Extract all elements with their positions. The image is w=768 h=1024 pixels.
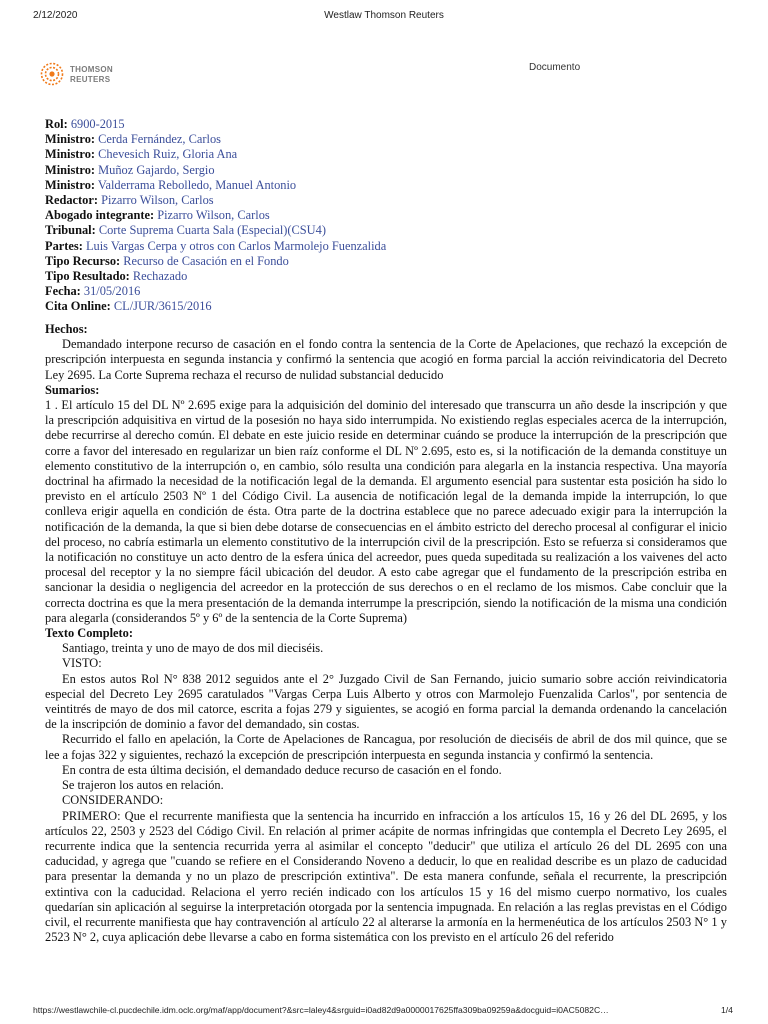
meta-row-fecha bbox=[45, 284, 735, 299]
meta-row-redactor bbox=[45, 193, 735, 208]
print-title: Westlaw Thomson Reuters bbox=[324, 10, 444, 21]
meta-label: Tipo Recurso: bbox=[45, 253, 121, 268]
meta-label: Tipo Resultado: bbox=[45, 269, 130, 284]
thomson-reuters-logo bbox=[40, 62, 130, 90]
meta-label: Ministro: bbox=[45, 147, 96, 162]
meta-row-tipo-resultado bbox=[45, 269, 735, 284]
print-date: 2/12/2020 bbox=[33, 10, 78, 21]
meta-label: Tribunal: bbox=[45, 223, 96, 238]
meta-value-link[interactable]: Valderrama Rebolledo, Manuel Antonio bbox=[97, 177, 297, 192]
body-paragraph: Se trajeron los autos en relación. bbox=[62, 778, 224, 793]
meta-label: Ministro: bbox=[45, 132, 96, 147]
body-paragraph: VISTO: bbox=[62, 656, 102, 671]
meta-value-link[interactable]: Muñoz Gajardo, Sergio bbox=[98, 162, 215, 177]
body-paragraph: Santiago, treinta y uno de mayo de dos mil dieciséis. bbox=[62, 641, 324, 656]
hechos-text: Demandado interpone recurso de casación en el fondo contra la sentencia de la Corte de Apelaciones, que rechazó la excepción de prescripción interpuesta en segunda instancia y confirmó la sentencia que acogió en forma parcial la acción reivindicatoria del Decreto Ley 2695. La Corte Suprema rechaza el recurso de nulidad substancial deducido bbox=[45, 337, 727, 382]
meta-value-link[interactable]: Chevesich Ruiz, Gloria Ana bbox=[98, 147, 238, 162]
meta-row-abogado bbox=[45, 208, 735, 223]
meta-row-ministro bbox=[45, 132, 735, 147]
meta-row-tribunal bbox=[45, 223, 735, 238]
body-paragraph: PRIMERO: Que el recurrente manifiesta que la sentencia ha incurrido en infracción a los artículos 15, 16 y 26 del DL 2695, y los artículos 22, 2503 y 2523 del Código Civil. En relación al primer acápite de normas infringidas que contempla el Decreto Ley 2695, el recurrente indica que la sentencia recurrida yerra al asimilar el concepto "deducir" que utiliza el artículo 26 del DL 2695 con una caducidad, y agrega que "cuando se refiere en el Considerando Noveno a deducir, lo que en realidad describe es un plazo de caducidad para presentar la demanda y no un plazo de prescripción extintiva". De esta manera confunde, señala el recurrente, la prescripción extintiva con la caducidad. Relaciona el yerro recién indicado con los artículos 15 y 16 del mismo cuerpo normativo, los cuales quedarían sin aplicación al seguirse la interpretación otorgada por la sentencia impugnada. En relación a las reglas previstas en el Código civil, el recurrente manifiesta que hay contravención al artículo 22 al alterarse la armonía en la hermenéutica de los artículos 2503 N° 1 y 2523 N° 2, cuya aplicación debe llevarse a cabo en forma sistemática con los previsto en el artículo 26 del referido bbox=[45, 808, 727, 945]
print-footer bbox=[0, 1005, 768, 1019]
meta-label: Ministro: bbox=[45, 177, 96, 192]
meta-row-tipo-recurso bbox=[45, 254, 735, 269]
meta-value-link[interactable]: Cerda Fernández, Carlos bbox=[98, 132, 221, 147]
document-label: Documento bbox=[529, 62, 581, 73]
meta-label: Abogado integrante: bbox=[45, 208, 155, 223]
meta-label: Partes: bbox=[45, 238, 83, 253]
sumarios-text: 1 . El artículo 15 del DL Nº 2.695 exige para la adquisición del dominio del interesado que transcurra un año desde la inscripción y que la prescripción adquisitiva en virtud de la posesión no haya sido interrumpida. No existiendo reglas especiales acerca de la interrupción, debe recurrirse al derecho común. El debate en este juicio reside en determinar cuándo se produce la interrupción de la prescripción que corre a favor del interesado en regularizar un bien raíz conforme el DL Nº 2.695, esto es, si la notificación de la demanda constituye un elemento constitutivo de la interrupción o, en cambio, sólo resulta una condición para alegarla en la instancia respectiva. Una mayoría doctrinal ha afirmado la necesidad de la notificación legal de la demanda. El argumento esencial para sustentar esta posición ha sido lo previsto en el artículo 2503 Nº 1 del Código Civil. La ausencia de notificación legal de la demanda impide la interrupción, lo que conlleva erigir aquella en condición de ésta. Otra parte de la doctrina establece que no parece adecuado exigir para la interrupción la notificación de la demanda, la que si bien debe dotarse de consecuencias en el ámbito estricto del derecho procesal al configurar el inicio del proceso, no cabría estimarla un elemento constitutivo de la interrupción civil de la prescripción. Esto se refuerza si consideramos que la notificación no constituye un acto dentro de la esfera única del acreedor, pues queda supeditada su realización a los vaivenes del acto procesal del receptor y la no siempre fácil ubicación del deudor. A esto cabe agregar que el fundamento de la prescripción estriba en sancionar la desidia o negligencia del acreedor en la protección de sus derechos o en el reclamo de los mismos. Cabe concluir que la correcta doctrina es que la mera presentación de la demanda interrumpe la prescripción, siendo la notificación de la misma una condición para alegarla (considerandos 5º y 6º de la sentencia de la Corte Suprema) bbox=[45, 398, 727, 625]
meta-value-link[interactable]: Pizarro Wilson, Carlos bbox=[101, 193, 214, 208]
meta-value-link[interactable]: Rechazado bbox=[132, 269, 188, 284]
hechos-heading: Hechos: bbox=[45, 322, 88, 336]
meta-label: Fecha: bbox=[45, 284, 81, 299]
meta-value-link[interactable]: 6900-2015 bbox=[70, 117, 125, 131]
logo-line2: REUTERS bbox=[70, 75, 111, 84]
meta-value-link[interactable]: 31/05/2016 bbox=[83, 284, 141, 299]
meta-row-ministro bbox=[45, 163, 735, 178]
meta-value-link[interactable]: Corte Suprema Cuarta Sala (Especial)(CSU4) bbox=[98, 223, 326, 238]
meta-label: Cita Online: bbox=[45, 299, 111, 314]
thomson-reuters-logo-icon bbox=[40, 62, 64, 86]
page-number: 1/4 bbox=[721, 1005, 733, 1015]
body-paragraph: En contra de esta última decisión, el demandado deduce recurso de casación en el fondo. bbox=[62, 762, 502, 777]
meta-label: Redactor: bbox=[45, 193, 98, 208]
meta-value-link[interactable]: CL/JUR/3615/2016 bbox=[113, 299, 212, 314]
body-paragraph: En estos autos Rol N° 838 2012 seguidos ante el 2° Juzgado Civil de San Fernando, juicio sumario sobre acción reivindicatoria especial del Decreto Ley 2695 caratulados "Vargas Cerpa Luis Alberto y otros con Marmolejo Fuenzalida Carlos", por sentencia de veintitrés de mayo de dos mil catorce, escrita a fojas 279 y siguientes, se acogió en forma parcial la demanda ordenando la cancelación de la inscripción de dominio a favor del demandado, sin costas. bbox=[45, 671, 727, 732]
body-paragraph: CONSIDERANDO: bbox=[62, 793, 164, 808]
meta-row-ministro bbox=[45, 147, 735, 162]
meta-row-partes bbox=[45, 239, 735, 254]
document-body bbox=[45, 322, 727, 945]
metadata-block bbox=[45, 117, 735, 315]
meta-row-ministro bbox=[45, 178, 735, 193]
logo-wordmark bbox=[70, 65, 113, 85]
meta-label: Rol: bbox=[45, 117, 68, 131]
meta-value-link[interactable]: Pizarro Wilson, Carlos bbox=[157, 208, 270, 223]
texto-completo-heading: Texto Completo: bbox=[45, 626, 133, 641]
footer-url: https://westlawchile-cl.pucdechile.idm.oclc.org/maf/app/document?&src=laley4&srguid=i0ad82d9a0000017625ffa309ba09259a&docguid=i0AC5082C… bbox=[33, 1005, 609, 1015]
body-paragraph: Recurrido el fallo en apelación, la Corte de Apelaciones de Rancagua, por resolución de dieciséis de abril de dos mil quince, que se lee a fojas 322 y siguientes, rechazó la excepción de prescripción interpuesta en segunda instancia y confirmó la sentencia. bbox=[45, 732, 727, 762]
print-header bbox=[0, 8, 768, 24]
meta-value-link[interactable]: Luis Vargas Cerpa y otros con Carlos Marmolejo Fuenzalida bbox=[85, 238, 387, 253]
meta-row-cita-online bbox=[45, 299, 735, 314]
meta-row-rol bbox=[45, 117, 735, 132]
meta-value-link[interactable]: Recurso de Casación en el Fondo bbox=[123, 253, 289, 268]
meta-label: Ministro: bbox=[45, 162, 96, 177]
sumarios-heading: Sumarios: bbox=[45, 382, 100, 397]
logo-line1: THOMSON bbox=[70, 65, 113, 74]
